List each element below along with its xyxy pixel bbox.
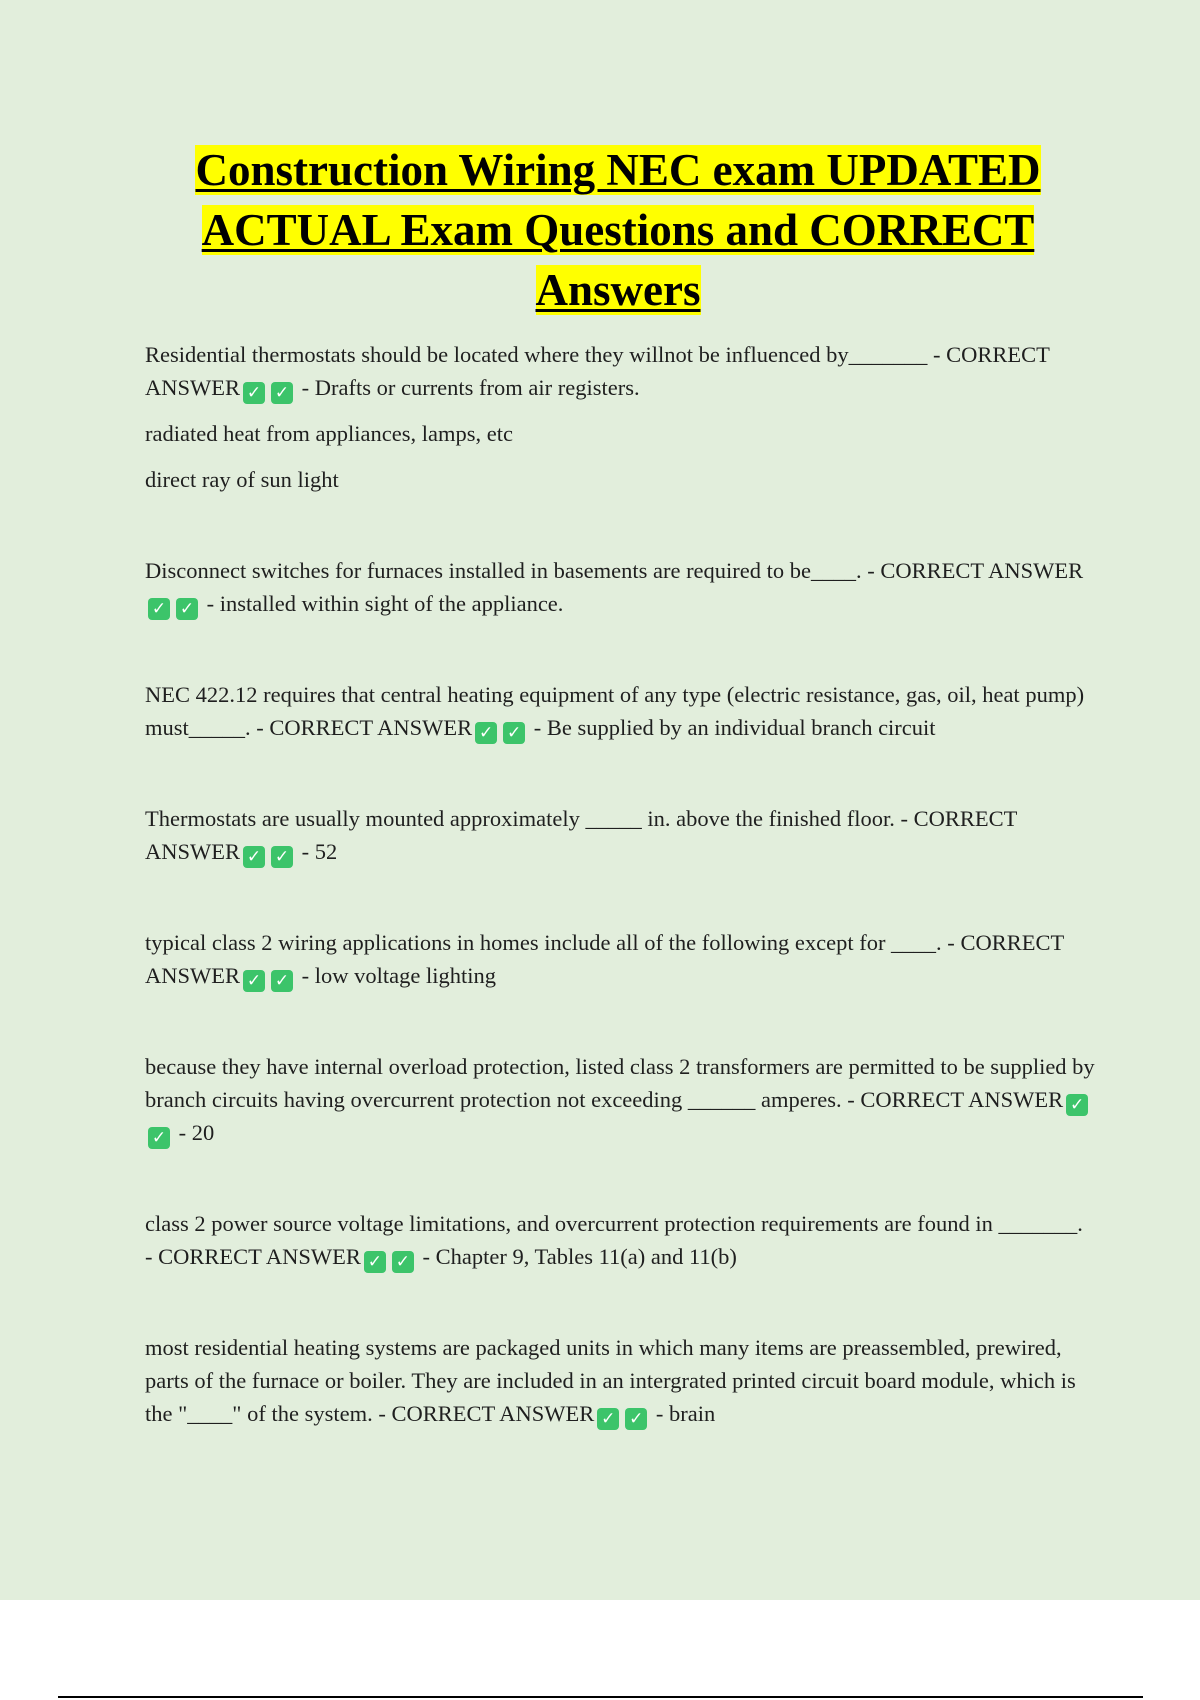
check-mark-icon: ✓ xyxy=(243,382,265,404)
question-paragraph xyxy=(145,1050,1095,1149)
answer-prefix: CORRECT ANSWER xyxy=(880,558,1084,583)
question-paragraph xyxy=(145,554,1095,620)
check-mark-icon: ✓ xyxy=(625,1408,647,1430)
qa-item xyxy=(145,1207,1095,1273)
question-paragraph xyxy=(145,338,1095,404)
check-mark-icon: ✓ xyxy=(176,598,198,620)
answer-text: - Drafts or currents from air registers. xyxy=(301,375,640,400)
qa-item xyxy=(145,1050,1095,1149)
qa-item xyxy=(145,678,1095,744)
question-text: Disconnect switches for furnaces installed in basements are required to be____. - xyxy=(145,558,875,583)
qa-item xyxy=(145,1331,1095,1430)
question-text: NEC 422.12 requires that central heating equipment of any type (electric resistance, gas, oil, heat pump) must_____. - xyxy=(145,682,1085,740)
question-paragraph xyxy=(145,802,1095,868)
check-mark-icon: ✓ xyxy=(1066,1094,1088,1116)
answer-prefix: CORRECT ANSWER xyxy=(158,1244,361,1269)
answer-prefix: CORRECT ANSWER xyxy=(860,1087,1064,1112)
question-text: most residential heating systems are packaged units in which many items are preassembled, prewired, parts of the furnace or boiler. They are included in an intergrated printed circuit board module, which is the "____" of the system. - xyxy=(145,1335,1076,1426)
answer-text: - Be supplied by an individual branch circuit xyxy=(533,715,936,740)
qa-item xyxy=(145,926,1095,992)
answer-text: - 20 xyxy=(178,1120,215,1145)
document-title xyxy=(150,140,1086,320)
check-mark-icon: ✓ xyxy=(148,1127,170,1149)
qa-item xyxy=(145,554,1095,620)
question-text: Thermostats are usually mounted approximately _____ in. above the finished floor. - xyxy=(145,806,908,831)
answer-text: - Chapter 9, Tables 11(a) and 11(b) xyxy=(422,1244,737,1269)
answer-note: radiated heat from appliances, lamps, etc xyxy=(145,421,513,446)
answer-prefix: CORRECT ANSWER xyxy=(145,342,1050,400)
question-paragraph xyxy=(145,1207,1095,1273)
answer-text: - installed within sight of the appliance. xyxy=(206,591,564,616)
answer-prefix: CORRECT ANSWER xyxy=(145,806,1017,864)
qa-item xyxy=(145,802,1095,868)
question-text: typical class 2 wiring applications in homes include all of the following except for ____. - xyxy=(145,930,955,955)
answer-text: - 52 xyxy=(301,839,338,864)
check-mark-icon: ✓ xyxy=(597,1408,619,1430)
qa-item xyxy=(145,338,1095,496)
check-mark-icon: ✓ xyxy=(475,722,497,744)
check-mark-icon: ✓ xyxy=(271,382,293,404)
check-mark-icon: ✓ xyxy=(148,598,170,620)
check-mark-icon: ✓ xyxy=(271,970,293,992)
check-mark-icon: ✓ xyxy=(271,846,293,868)
question-text: class 2 power source voltage limitations, and overcurrent protection requirements are found in _______. - xyxy=(145,1211,1083,1269)
question-paragraph xyxy=(145,1331,1095,1430)
question-paragraph xyxy=(145,926,1095,992)
answer-prefix: CORRECT ANSWER xyxy=(145,930,1064,988)
question-text: because they have internal overload protection, listed class 2 transformers are permitted to be supplied by branch circuits having overcurrent protection not exceeding ______ amperes. - xyxy=(145,1054,1095,1112)
answer-note: direct ray of sun light xyxy=(145,467,339,492)
check-mark-icon: ✓ xyxy=(392,1251,414,1273)
check-mark-icon: ✓ xyxy=(364,1251,386,1273)
answer-prefix: CORRECT ANSWER xyxy=(391,1401,595,1426)
answer-text: - low voltage lighting xyxy=(301,963,496,988)
qa-list xyxy=(145,338,1095,1488)
highlighted-title-text: Construction Wiring NEC exam UPDATED ACTUAL Exam Questions and CORRECT Answers xyxy=(195,145,1041,315)
answer-prefix: CORRECT ANSWER xyxy=(269,715,473,740)
check-mark-icon: ✓ xyxy=(243,846,265,868)
page-divider-line xyxy=(58,1696,1143,1698)
answer-text: - brain xyxy=(655,1401,716,1426)
question-text: Residential thermostats should be located where they willnot be influenced by_______ - xyxy=(145,342,941,367)
question-paragraph xyxy=(145,678,1095,744)
check-mark-icon: ✓ xyxy=(503,722,525,744)
check-mark-icon: ✓ xyxy=(243,970,265,992)
